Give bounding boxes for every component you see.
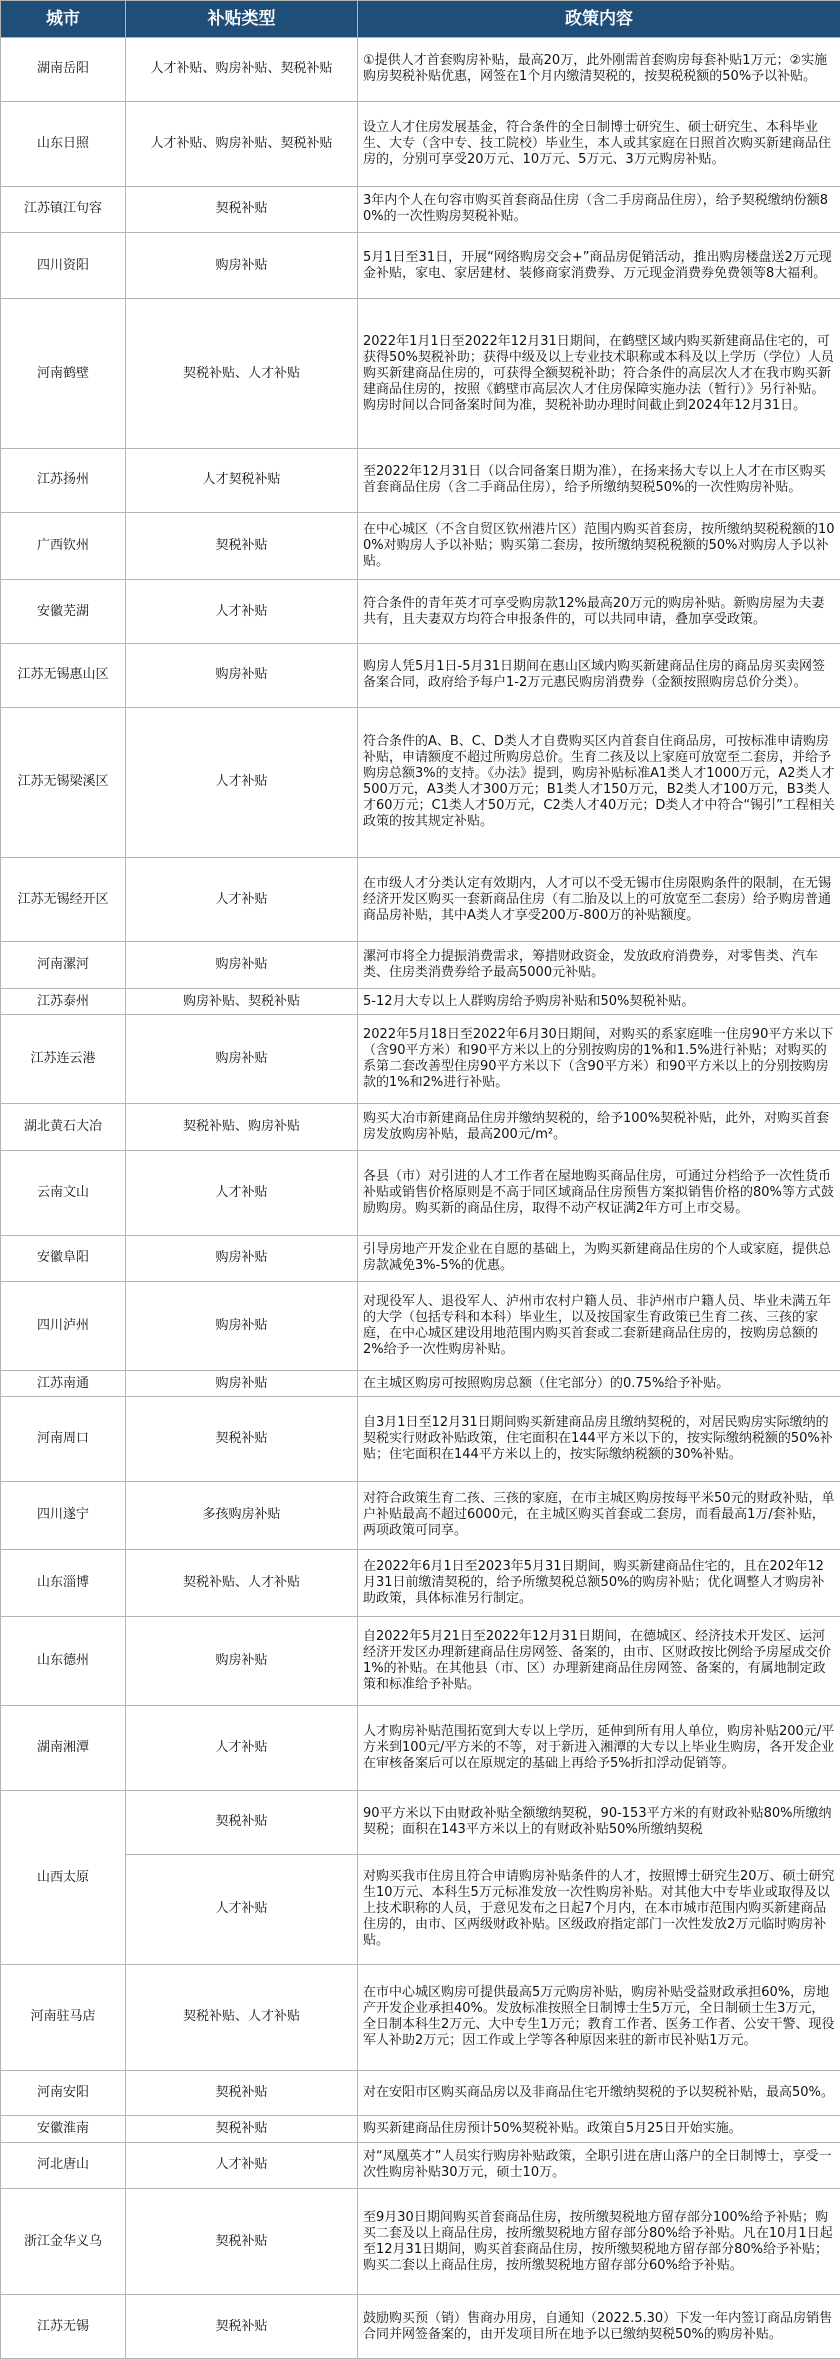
city-cell: 江苏连云港: [1, 1015, 126, 1104]
table-row: [1, 299, 840, 449]
table-row: [1, 1015, 840, 1104]
table-row: [1, 1549, 840, 1617]
content-cell: 对“凤凰英才”人员实行购房补贴政策，全职引进在唐山落户的全日制博士，享受一次性购房补贴30万元，硕士10万。: [358, 2142, 840, 2188]
table-row: [1, 186, 840, 232]
type-cell: 契税补贴: [126, 1397, 358, 1482]
table-row: [1, 2142, 840, 2188]
content-cell: 对在安阳市区购买商品房以及非商品住宅开缴纳契税的予以契税补贴，最高50%。: [358, 2070, 840, 2115]
city-cell: 湖南岳阳: [1, 38, 126, 102]
header-type: 补贴类型: [126, 1, 358, 38]
city-cell: 江苏镇江句容: [1, 186, 126, 232]
table-row: [1, 2188, 840, 2294]
type-cell: 购房补贴: [126, 1617, 358, 1706]
content-cell: 在主城区购房可按照购房总额（住宅部分）的0.75%给予补贴。: [358, 1370, 840, 1397]
city-cell: 安徽淮南: [1, 2116, 126, 2143]
type-cell: 购房补贴: [126, 644, 358, 708]
table-row: [1, 644, 840, 708]
city-cell: 浙江金华义乌: [1, 2188, 126, 2294]
content-cell: 5-12月大专以上人群购房给予购房补贴和50%契税补贴。: [358, 988, 840, 1015]
city-cell: 湖北黄石大冶: [1, 1104, 126, 1150]
city-cell: 江苏无锡: [1, 2295, 126, 2359]
city-cell: 河南漯河: [1, 942, 126, 988]
content-cell: 自2022年5月21日至2022年12月31日期间，在德城区、经济技术开发区、运河经济开发区办理新建商品住房网签、备案的，由市、区财政按比例给予房屋成交价1%的补贴。在其他县（市、区）办理新建商品住房网签、备案的，有属地制定政策和标准给予补贴。: [358, 1617, 840, 1706]
city-cell: 江苏无锡经开区: [1, 857, 126, 942]
city-cell: 河南安阳: [1, 2070, 126, 2115]
table-row: [1, 580, 840, 644]
content-cell: 引导房地产开发企业在自愿的基础上，为购买新建商品住房的个人或家庭，提供总房款减免3%-5%的优惠。: [358, 1235, 840, 1281]
table-row: [1, 2070, 840, 2115]
content-cell: 3年内个人在句容市购买首套商品住房（含二手房商品住房），给予契税缴纳份额80%的一次性购房契税补贴。: [358, 186, 840, 232]
table-row: [1, 857, 840, 942]
city-cell: 四川泸州: [1, 1281, 126, 1370]
table-row: [1, 512, 840, 580]
table-row: [1, 1150, 840, 1235]
type-cell: 购房补贴、契税补贴: [126, 988, 358, 1015]
type-cell: 购房补贴: [126, 942, 358, 988]
table-row: [1, 988, 840, 1015]
table-row: [1, 232, 840, 298]
city-cell: 河南周口: [1, 1397, 126, 1482]
type-cell: 契税补贴: [126, 512, 358, 580]
type-cell: 契税补贴: [126, 2188, 358, 2294]
content-cell: 符合条件的A、B、C、D类人才自费购买区内首套自住商品房，可按标准申请购房补贴，申请额度不超过所购房总价。生育二孩及以上家庭可放宽至二套房，并给予购房总额3%的支持。《办法》提到，购房补贴标准A1类人才1000万元，A2类人才500万元，A3类人才300万元；B1类人才150万元，B2类人才100万元，B3类人才60万元；C1类人才50万元，C2类人才40万元；D类人才中符合“锡引”工程相关政策的按其规定补贴。: [358, 707, 840, 857]
table-row: [1, 1964, 840, 2070]
city-cell: 广西钦州: [1, 512, 126, 580]
content-cell: 设立人才住房发展基金，符合条件的全日制博士研究生、硕士研究生、本科毕业生、大专（含中专、技工院校）毕业生，本人或其家庭在日照首次购买新建商品住房的，分别可享受20万元、10万元、5万元、3万元购房补贴。: [358, 101, 840, 186]
city-cell: 江苏无锡惠山区: [1, 644, 126, 708]
content-cell: 人才购房补贴范围拓宽到大专以上学历，延伸到所有用人单位，购房补贴200元/平方米到100元/平方米的不等，对于新进入湘潭的大专以上毕业生购房，各开发企业在审核备案后可以在原规定的基础上再给予5%折扣浮动促销等。: [358, 1706, 840, 1791]
city-cell: 江苏泰州: [1, 988, 126, 1015]
content-cell: 90平方米以下由财政补贴全额缴纳契税，90-153平方米的有财政补贴80%所缴纳契税；面积在143平方米以上的有财政补贴50%所缴纳契税: [358, 1791, 840, 1855]
table-row: [1, 707, 840, 857]
type-cell: 购房补贴: [126, 1235, 358, 1281]
type-cell: 契税补贴、人才补贴: [126, 1964, 358, 2070]
city-cell: 江苏南通: [1, 1370, 126, 1397]
table-row: [1, 1104, 840, 1150]
table-row: [1, 2295, 840, 2359]
city-cell: 山西太原: [1, 1791, 126, 1965]
content-cell: 对现役军人、退役军人、泸州市农村户籍人员、非泸州市户籍人员、毕业未满五年的大学（包括专科和本科）毕业生，以及按国家生育政策已生育二孩、三孩的家庭，在中心城区建设用地范围内购买首套或二套新建商品住房的，按购房总额的2%给予一次性购房补贴。: [358, 1281, 840, 1370]
type-cell: 契税补贴: [126, 2070, 358, 2115]
type-cell: 人才补贴: [126, 1706, 358, 1791]
table-row: [1, 1235, 840, 1281]
content-cell: 在2022年6月1日至2023年5月31日期间，购买新建商品住宅的，且在202年12月31日前缴清契税的，给予所缴契税总额50%的购房补贴；优化调整人才购房补助政策，具体标准另行制定。: [358, 1549, 840, 1617]
type-cell: 购房补贴: [126, 1281, 358, 1370]
content-cell: 自3月1日至12月31日期间购买新建商品房且缴纳契税的，对居民购房实际缴纳的契税实行财政补贴政策，住宅面积在144平方米以下的，按实际缴纳税额的50%补贴；住宅面积在144平方米以上的，按实际缴纳税额的30%补贴。: [358, 1397, 840, 1482]
type-cell: 契税补贴: [126, 186, 358, 232]
type-cell: 契税补贴、人才补贴: [126, 299, 358, 449]
city-cell: 安徽阜阳: [1, 1235, 126, 1281]
content-cell: 至9月30日期间购买首套商品住房，按所缴契税地方留存部分100%给予补贴；购买二套及以上商品住房，按所缴契税地方留存部分80%给予补贴。凡在10月1日起至12月31日期间，购买首套商品住房，按所缴契税地方留存部分80%给予补贴；购买二套以上商品住房，按所缴契税地方留存部分60%给予补贴。: [358, 2188, 840, 2294]
table-row: [1, 942, 840, 988]
type-cell: 人才补贴: [126, 857, 358, 942]
type-cell: 购房补贴: [126, 1370, 358, 1397]
type-cell: 契税补贴: [126, 2116, 358, 2143]
table-row: [1, 1482, 840, 1550]
type-cell: 契税补贴: [126, 2295, 358, 2359]
content-cell: 2022年5月18日至2022年6月30日期间，对购买的系家庭唯一住房90平方米以下（含90平方米）和90平方米以上的分别按购房的1%和1.5%进行补贴；对购买的系第二套改善型住房90平方米以下（含90平方米）和90平方米以上的分别按购房款的1%和2%进行补贴。: [358, 1015, 840, 1104]
city-cell: 安徽芜湖: [1, 580, 126, 644]
content-cell: 2022年1月1日至2022年12月31日期间，在鹤壁区域内购买新建商品住宅的，可获得50%契税补助；获得中级及以上专业技术职称或本科及以上学历（学位）人员购买新建商品住房的，可获得全额契税补助；符合条件的高层次人才在我市购买新建商品住房的，按照《鹤壁市高层次人才住房保障实施办法（暂行）》另行补贴。购房时间以合同备案时间为准，契税补助办理时间截止到2024年12月31日。: [358, 299, 840, 449]
content-cell: 对符合政策生育二孩、三孩的家庭，在市主城区购房按每平米50元的财政补贴，单户补贴最高不超过6000元，在主城区购买首套或二套房，而看最高1万/套补贴，两项政策可同享。: [358, 1482, 840, 1550]
content-cell: 对购买我市住房且符合申请购房补贴条件的人才，按照博士研究生20万、硕士研究生10万元、本科生5万元标准发放一次性购房补贴。对其他大中专毕业或取得及以上技术职称的人员，于意见发布之日起7个月内，在本市城市范围内购买新建商品住房的，由市、区两级财政补贴。区级政府指定部门一次性发放2万元临时购房补贴。: [358, 1854, 840, 1964]
table-row: [1, 2116, 840, 2143]
content-cell: 在市级人才分类认定有效期内，人才可以不受无锡市住房限购条件的限制，在无锡经济开发区购买一套新商品住房（有二胎及以上的可放宽至二套房）给予购房普通商品房补贴，其中A类人才享受200万-800万的补贴额度。: [358, 857, 840, 942]
content-cell: 在市中心城区购房可提供最高5万元购房补贴，购房补贴受益财政承担60%，房地产开发企业承担40%。发放标准按照全日制博士生5万元，全日制硕士生3万元，全日制本科生2万元、大中专生1万元；教育工作者、医务工作者、公安干警、现役军人补助2万元；因工作或上学等各种原因来驻的新市民补贴1万元。: [358, 1964, 840, 2070]
city-cell: 河南鹤壁: [1, 299, 126, 449]
city-cell: 山东淄博: [1, 1549, 126, 1617]
city-cell: 云南文山: [1, 1150, 126, 1235]
type-cell: 人才补贴、购房补贴、契税补贴: [126, 38, 358, 102]
table-row: [1, 38, 840, 102]
table-row: [1, 1706, 840, 1791]
table-row: [1, 1854, 840, 1964]
city-cell: 江苏扬州: [1, 449, 126, 513]
type-cell: 契税补贴: [126, 1791, 358, 1855]
type-cell: 人才契税补贴: [126, 449, 358, 513]
type-cell: 契税补贴、购房补贴: [126, 1104, 358, 1150]
city-cell: 山东德州: [1, 1617, 126, 1706]
city-cell: 湖南湘潭: [1, 1706, 126, 1791]
table-row: [1, 1791, 840, 1855]
header-content: 政策内容: [358, 1, 840, 38]
table-row: [1, 1397, 840, 1482]
city-cell: 山东日照: [1, 101, 126, 186]
content-cell: 5月1日至31日，开展“网络购房交会+”商品房促销活动，推出购房楼盘送2万元现金补贴，家电、家居建材、装修商家消费券、万元现金消费券免费领等8大福利。: [358, 232, 840, 298]
type-cell: 多孩购房补贴: [126, 1482, 358, 1550]
content-cell: 购买新建商品住房预计50%契税补贴。政策自5月25日开始实施。: [358, 2116, 840, 2143]
type-cell: 购房补贴: [126, 1015, 358, 1104]
type-cell: 购房补贴: [126, 232, 358, 298]
table-row: [1, 101, 840, 186]
table-row: [1, 1617, 840, 1706]
type-cell: 契税补贴、人才补贴: [126, 1549, 358, 1617]
city-cell: 四川资阳: [1, 232, 126, 298]
content-cell: 购买大冶市新建商品住房并缴纳契税的，给予100%契税补贴，此外，对购买首套房发放购房补贴，最高200元/m²。: [358, 1104, 840, 1150]
content-cell: 在中心城区（不含自贸区钦州港片区）范围内购买首套房，按所缴纳契税税额的100%对购房人予以补贴；购买第二套房，按所缴纳契税税额的50%对购房人予以补贴。: [358, 512, 840, 580]
type-cell: 人才补贴: [126, 2142, 358, 2188]
content-cell: 至2022年12月31日（以合同备案日期为准），在扬来扬大专以上人才在市区购买首套商品住房（含二手商品住房），给予所缴纳契税50%的一次性购房补贴。: [358, 449, 840, 513]
city-cell: 江苏无锡梁溪区: [1, 707, 126, 857]
header-city: 城市: [1, 1, 126, 38]
content-cell: 鼓励购买预（销）售商办用房，自通知（2022.5.30）下发一年内签订商品房销售合同并网签备案的，由开发项目所在地予以已缴纳契税50%的购房补贴。: [358, 2295, 840, 2359]
content-cell: ①提供人才首套购房补贴，最高20万，此外刚需首套购房每套补贴1万元；②实施购房契税补贴优惠，网签在1个月内缴清契税的，按契税税额的50%予以补贴。: [358, 38, 840, 102]
city-cell: 四川遂宁: [1, 1482, 126, 1550]
content-cell: 符合条件的青年英才可享受购房款12%最高20万元的购房补贴。新购房屋为夫妻共有，且夫妻双方均符合申报条件的，可以共同申请，叠加享受政策。: [358, 580, 840, 644]
table-row: [1, 449, 840, 513]
type-cell: 人才补贴: [126, 1150, 358, 1235]
type-cell: 人才补贴: [126, 707, 358, 857]
table-row: [1, 1281, 840, 1370]
table-row: [1, 1370, 840, 1397]
content-cell: 购房人凭5月1日-5月31日期间在惠山区域内购买新建商品住房的商品房买卖网签备案合同，政府给予每户1-2万元惠民购房消费券（金额按照购房总价分类）。: [358, 644, 840, 708]
city-cell: 河北唐山: [1, 2142, 126, 2188]
type-cell: 人才补贴: [126, 1854, 358, 1964]
content-cell: 漯河市将全力提振消费需求，筹措财政资金，发放政府消费券，对零售类、汽车类、住房类消费券给予最高5000元补贴。: [358, 942, 840, 988]
content-cell: 各县（市）对引进的人才工作者在屋地购买商品住房，可通过分档给予一次性货币补贴或销售价格原则是不高于同区域商品住房预售方案拟销售价格的80%等方式鼓励购房。购买新的商品住房，取得不动产权证满2年方可上市交易。: [358, 1150, 840, 1235]
header-row: [1, 1, 840, 38]
city-cell: 河南驻马店: [1, 1964, 126, 2070]
type-cell: 人才补贴: [126, 580, 358, 644]
type-cell: 人才补贴、购房补贴、契税补贴: [126, 101, 358, 186]
